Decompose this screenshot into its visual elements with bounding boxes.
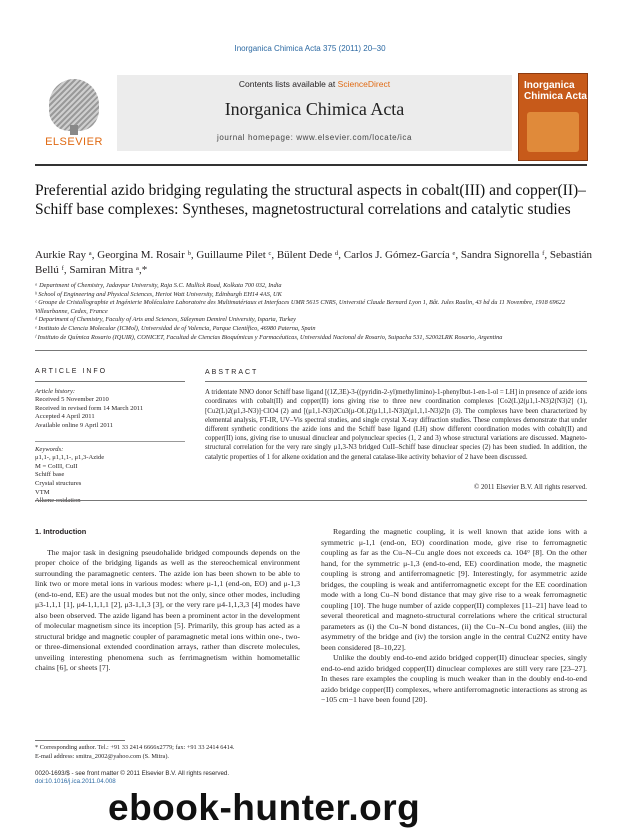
contents-line: Contents lists available at ScienceDirect bbox=[238, 79, 391, 89]
journal-masthead bbox=[117, 75, 512, 151]
body-paragraph: The major task in designing pseudohalide bridged compounds depends on the proper choice of the bridging ligands as well as the stereochemical environment surrounding the paramagnetic centers. The azide ion has been shown to be able to link two or more metal ions in various modes: where μ-1,1 (end-on, EO) and μ-1,3 (end-to-end, EE) are the usual modes but not the only, since other modes, including μ3-1,1,1 [1], μ4-1,1,1,1 [2], μ3-1,1,3 [3], or the very rare μ4-1,1,3,3 [4] modes have also been observed. The azide ligand has been a prominent actor in the development of molecular magnetism since its inception [5]. Primarily, this group has acted as a structural bridge and magnetic coupler of paramagnetic metal ions within one-, two- or three-dimensional extended coordination arrays, rather than discrete molecules, unveiling interesting phenomena such as ferrimagnetism within homometallic chains [6], or sheets [7]. bbox=[35, 547, 300, 672]
body-paragraph: Regarding the magnetic coupling, it is well known that azide ions with a symmetric μ-1,1 (end-on, EO) coordination mode, give rise to ferromagnetic coupling as far as the Cu–N–Cu angle does not exceeds ca. 104° [8]. On the other hand, for the symmetric μ-1,3 (end-to-end, EE) coordination mode, the magnetic coupling is strong and antiferromagnetic [9]. Interestingly, for asymmetric azide bridges, the coupling is weak and antiferromagnetic except for the EE coordination mode with a long Cu–N bond distance that may give rise to a weak ferromagnetic coupling [10]. The huge number of azide copper(II) complexes [11–21] have lead to several theoretical and magneto-structural correlations where the critical structural parameters as (i) the Cu–N bond distances, (ii) the Cu–N–Cu bond angles, (iii) the asymmetry of the bridge and (iv) the torsion angle in the central Cu2N2 entity have been considered [8–10,22]. bbox=[321, 527, 587, 652]
corresponding-author-footnote bbox=[35, 740, 300, 761]
article-info-heading: ARTICLE INFO bbox=[35, 368, 108, 375]
author-list: Aurkie Ray ᵃ, Georgina M. Rosair ᵇ, Guillaume Pilet ᶜ, Bülent Dede ᵈ, Carlos J. Gómez-García ᵉ, Sandra Signorella ᶠ, Sebastián Bellú ᶠ, Samiran Mitra ᵃ,* bbox=[35, 249, 593, 276]
section-heading: 1. Introduction bbox=[35, 527, 87, 536]
header-rule bbox=[35, 164, 587, 166]
publisher-name: ELSEVIER bbox=[45, 136, 103, 148]
journal-title: Inorganica Chimica Acta bbox=[224, 99, 405, 119]
divider bbox=[35, 350, 587, 351]
keyword: M = CoIII, CuII bbox=[35, 462, 78, 470]
affiliation: ᵃ Department of Chemistry, Jadavpur University, Raja S.C. Mullick Road, Kolkata 700 032, India bbox=[35, 282, 282, 289]
history-item: Accepted 4 April 2011 bbox=[35, 413, 95, 421]
affiliation: ᶠ Instituto de Química Rosario (IQUIR), CONICET, Facultad de Ciencias Bioquímicas y Farmacéuticas, Universidad Nacional de Rosario, Suipacha 531, S2002LRK Rosario, Argentina bbox=[35, 333, 503, 341]
sciencedirect-link[interactable]: ScienceDirect bbox=[337, 79, 391, 89]
abstract-text: A tridentate NNO donor Schiff base ligand [(1Z,3E)-3-((pyridin-2-yl)methylimino)-1-phenylbut-1-en-1-ol = LH] in presence of azide ions coordinates with cobalt(II) and copper(II) ions giving rise to three new coordination complexes [Co2(L)2(μ1,1-N3)2(N3)2] (1), [Cu2(L)2(μ1,3-N3)]·ClO4 (2) and [(μ1,1-N3)2Cu3(μ-OL)2(μ1,1,1-N3)2(μ1,1,1-N3)2]n (3). The complexes have been characterized by elemental analysis, FT-IR, UV–Vis spectral studies, and single crystal X-ray diffraction studies. These complexes demonstrate that under different synthetic conditions the azide ions and the Schiff base ligand (LH) show different coordination modes with cobalt(II) and copper(II) ions, giving rise to unusual dinuclear and polynuclear species (1, 2 and 3) whose structural variations are discussed. Magneto-structural correlation for the very rare singly μ1,3-N3 bridged CuII–Schiff base dinuclear species (2) has been studied. In addition, the catalytic properties of 1 for alkene oxidation and the general catalase-like activity behavior of 2 have been discussed. bbox=[205, 389, 587, 461]
watermark: ebook-hunter.org bbox=[108, 787, 421, 828]
article-title: Preferential azido bridging regulating the structural aspects in cobalt(III) and copper(II)–Schiff base complexes: Syntheses, magnetostructural correlations and catalytic studies bbox=[35, 182, 586, 218]
history-label: Article history: bbox=[35, 387, 76, 395]
keyword: Crystal structures bbox=[35, 479, 82, 487]
footnote-text: * Corresponding author. Tel.: +91 33 2414 6666x2779; fax: +91 33 2414 6414. bbox=[35, 744, 235, 751]
keywords-label: Keywords: bbox=[35, 445, 64, 453]
affiliation: ᶜ Groupe de Cristallographie et Ingénierie Moléculaire Laboratoire des Multimatériaux et Interfaces UMR 5615 CNRS, Université Claude Bernard Lyon 1, Bât. Jules Raulin, 43 bd du 11 Novembre, 1918 69622 Villeurbanne, Cedex, France bbox=[35, 299, 566, 315]
affiliations bbox=[35, 282, 595, 342]
body-column-left bbox=[35, 527, 300, 674]
cover-title: Inorganica Chimica Acta bbox=[524, 80, 587, 102]
history-item: Received in revised form 14 March 2011 bbox=[35, 404, 144, 412]
elsevier-logo[interactable] bbox=[35, 73, 113, 151]
journal-cover-thumbnail[interactable] bbox=[518, 73, 588, 161]
doi-link[interactable]: doi:10.1016/j.ica.2011.04.008 bbox=[35, 778, 116, 786]
email-footnote[interactable]: E-mail address: smitra_2002@yahoo.com (S. Mitra). bbox=[35, 752, 169, 760]
abstract bbox=[205, 368, 587, 462]
keyword: Schiff base bbox=[35, 471, 65, 479]
copyright: © 2011 Elsevier B.V. All rights reserved. bbox=[474, 484, 587, 491]
issn-line bbox=[35, 770, 300, 787]
history-item: Received 5 November 2010 bbox=[35, 396, 109, 404]
keyword: VTM bbox=[35, 488, 50, 496]
body-paragraph: Unlike the doubly end-to-end azido bridged copper(II) dinuclear species, singly end-to-end azido bridged copper(II) dinuclear complexes are still very rare [23–27]. In theses rare examples the coupling is much weaker than in the doubly end-to-end azido bridge copper(II) complexes, where antiferromagnetic interactions as strong as −105 cm−1 have been found [20]. bbox=[321, 653, 587, 704]
journal-banner bbox=[35, 73, 587, 160]
divider bbox=[35, 500, 587, 501]
affiliation: ᵇ School of Engineering and Physical Sciences, Heriot Watt University, Edinburgh EH14 4AS, UK bbox=[35, 290, 282, 298]
journal-homepage[interactable]: journal homepage: www.elsevier.com/locate/ica bbox=[216, 133, 413, 142]
cover-image bbox=[527, 112, 579, 152]
abstract-heading: ABSTRACT bbox=[205, 369, 259, 376]
tree-icon bbox=[49, 79, 99, 131]
affiliation: ᵈ Department of Chemistry, Faculty of Arts and Sciences, Süleyman Demirel University, Isparta, Turkey bbox=[35, 316, 296, 324]
keyword: Alkene oxidation bbox=[35, 497, 81, 505]
journal-reference[interactable]: Inorganica Chimica Acta 375 (2011) 20–30 bbox=[234, 44, 386, 53]
history-item: Available online 9 April 2011 bbox=[35, 421, 114, 429]
affiliation: ᵉ Instituto de Ciencia Molecular (ICMol), Universidad de of Valencia, Parque Científico, 46980 Paterna, Spain bbox=[35, 324, 316, 332]
body-column-right bbox=[321, 527, 587, 706]
front-matter: 0020-1693/$ - see front matter © 2011 Elsevier B.V. All rights reserved. bbox=[35, 770, 230, 777]
keyword: μ1,1-, μ1,1,1-, μ1,3-Azide bbox=[35, 454, 105, 462]
article-info bbox=[35, 368, 185, 506]
